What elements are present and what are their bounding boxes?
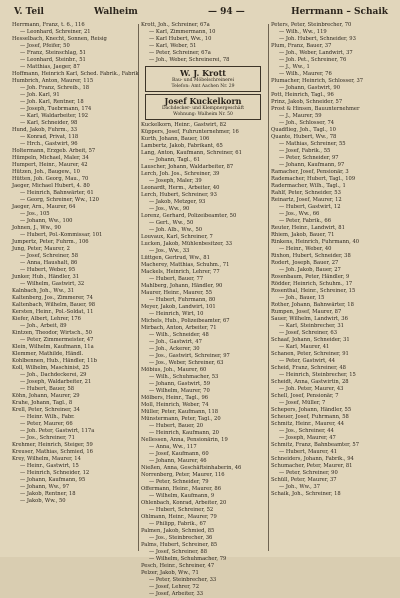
directory-entry: — Joseph, Maler, 39 [149,178,202,184]
directory-entry: — Joh. Hubert, Schneider, 93 [279,36,356,42]
directory-entry: Schüll, Peter, Maurer, 37 [271,477,337,483]
directory-entry: Krehmer, Heinrich, Steiger, 59 [12,442,93,448]
directory-entry: — Heinr. Wilh., Fabr. [20,414,75,420]
directory-entry: Lauscher, Johann, Waldarbeiter, 87 [141,164,234,170]
directory-entry: — Wilh., Schneider, 48 [149,332,209,338]
directory-entry: Norrenberg, Peter, Maurer, 116 [141,472,225,478]
directory-entry: Kalnbach, Joh., Ww., 31 [12,288,75,294]
directory-entry: — Josef, Schreiner, 88 [149,549,208,555]
directory-entry: — Peter, Schreiner, 67a [149,50,211,56]
directory-entry: Reinartz, Josef, Maurer, 12 [271,197,342,203]
directory-entry: — Hubert, Fuhrmann, 80 [149,297,216,303]
directory-entry: — J., Maurer, 59 [279,113,322,119]
directory-entry: Plumacher, Heinrich, Schlosser, 37 [271,78,364,84]
directory-entry: Hesselbach, Knecht, Sonnen, Reisig [12,36,107,42]
directory-entry: Offermann, Heinr., Maurer, 86 [141,486,222,492]
directory-entry: Kreuser, Mathias, Schmied, 16 [12,449,93,455]
directory-entry: Scheuer, Josef, Fuhrmann, 58 [271,414,349,420]
header-place-right: Herrmann – Schaik [291,7,388,17]
advertisement-line: Bau- und Möbelschreinerei [171,78,235,83]
directory-entry: Nießen, Anna, Geschäftsinhaberin, 46 [141,465,242,471]
directory-entry: — Karl Hubert, Ww., 10 [149,36,212,42]
advertisement-line: Telefon: Amt Aachen Nr. 29 [171,84,235,89]
directory-entry: Moll, Heinrich, Weber, 74 [141,402,209,408]
directory-entry: Jaeger, Arn., Maurer, 64 [12,204,76,210]
directory-entry: — Johann, Kaufmann, 97 [279,162,345,168]
directory-entry: — Josef, Arbeiter, 33 [149,591,204,597]
directory-entry: Pelzer, Jakob, Ww., 71 [141,570,199,576]
directory-entry: Radermacher, Wilh., Tagl., 1 [271,183,346,189]
directory-entry: Schaik, Joh., Schreiner, 18 [271,491,341,497]
directory-entry: Maurer, Heinr., Maurer, 55 [141,290,213,296]
page-header [14,5,388,21]
directory-entry: — Wilh., Schuhmacher, 53 [149,374,219,380]
directory-entry: — Joh. Karl, Rentner, 18 [20,99,84,105]
directory-entry: Macherey, Matthias, Schuhm., 71 [141,262,230,268]
directory-entry: Reuter, Heinr., Landwirt, 81 [271,225,345,231]
directory-entry: Lüttgen, Gertrud, Ww., 81 [141,255,210,261]
directory-entry: — Hubert, Weber, 95 [20,267,76,273]
directory-entry: — Wilh., Ww., 119 [279,29,327,35]
directory-entry: Möbius, Joh., Maurer, 60 [141,367,207,373]
directory-entry: — Joh., Bauer, 15 [279,295,325,301]
directory-entry: Pesch, Heinr., Schreiner, 47 [141,563,215,569]
directory-entry: Kintzen, Theodor, Wirtsch., 50 [12,330,92,336]
directory-entry: Holtermann, Erzgeb. Arbeit, 57 [12,148,96,154]
directory-entry: Küppers, Josef, Fuhrunternehmer, 16 [141,129,239,135]
directory-entry: — Peter, Maurer, 66 [20,421,73,427]
directory-entry: Meyer, Jakob, Landwirt, 101 [141,304,216,310]
directory-entry: Rödder, Heinrich, Schuhm., 17 [271,281,353,287]
directory-entry: Louvaux, Karl, Schreiner, 7 [141,234,213,240]
directory-entry: Lambertz, Jakob, Fabrikant, 65 [141,143,223,149]
directory-entry: — Johann, Ww., 100 [20,218,73,224]
directory-entry: — Anna, Ww., 117 [149,444,197,450]
column-middle-top [141,22,265,64]
directory-entry: — Josef, Schreiner, 58 [20,253,79,259]
directory-entry: Rosenthal, Heinr., Schreiner, 15 [271,288,356,294]
directory-entry: — Konrad, Privat, 118 [20,134,79,140]
directory-entry: — Wilhelm, Kaufmann, 9 [149,493,215,499]
directory-entry: — Peter, Schreiner, 90 [279,470,338,476]
directory-entry: Hoffmann, Heinrich Karl, Sched. Fabrik., Fabrik [12,71,139,77]
directory-entry: — Joh. Pet., Schreiner, 76 [279,57,347,63]
directory-entry: — Johann, Maurer, 46 [149,458,207,464]
directory-entry: Scheid, Franz, Schreiner, 48 [271,365,346,371]
directory-entry: Rosenbaum, Peter, Händler, 9 [271,274,350,280]
directory-entry: — Joh. Peter, Maurer, 43 [279,386,344,392]
directory-entry: — Hubert, Schreiner, 52 [149,507,214,513]
directory-entry: — Karl, Maurer, 41 [279,344,330,350]
directory-entry: — Jos., Schreiner, 44 [279,428,334,434]
directory-entry: — Karl, Schneider, 98 [20,120,78,126]
directory-entry: — J., Ww., 1 [279,64,310,70]
directory-entry: Ohlenbach, Konrad, Arbeiter, 20 [141,500,227,506]
advertisement-line: Dachdecker- und Klempnergeschäft [161,106,245,111]
directory-entry: — Josef, Pfeifer, 50 [20,43,70,49]
directory-entry: — Georg, Schreiner, Ww., 120 [20,197,99,203]
directory-entry: Ohlmann, Heinr., Maurer, 79 [141,514,217,520]
directory-entry: Schmitz, Heinr., Maurer, 44 [271,421,345,427]
directory-entry: Kuckelkorn, Heinr., Gastwirt, 82 [141,122,227,128]
directory-entry: — Joh., Arbeit, 89 [20,323,67,329]
directory-entry: — Joseph, Waldarbeiter, 21 [20,379,92,385]
directory-entry: — Peter, Fabrik., 66 [279,218,332,224]
directory-entry: — Joh., Schlosser, 74 [279,120,335,126]
advertisement-box [145,94,261,120]
advertisement-title: Josef Kuckelkorn [164,96,242,106]
directory-entry: — Gert., Ww., 50 [149,220,194,226]
directory-entry: — Heinr., Gastwirt, 15 [20,463,79,469]
directory-entry: — Hubert, Gastwirt, 12 [279,204,341,210]
directory-entry: — Hubert, Bauer, 20 [149,423,204,429]
directory-entry: — Jakob, Ww., 50 [20,498,66,504]
directory-entry: — Karl, Weber, 51 [149,43,197,49]
directory-entry: Schell, Josef, Pensionär, 7 [271,393,339,399]
directory-entry: Schneiders, Johann, Fabrik., 94 [271,456,354,462]
directory-entry: — Joh., Weber, Landwirt, 37 [279,50,353,56]
directory-entry: — Heinrich, Bahnwärter, 61 [20,190,94,196]
directory-entry: — Joh., Dachdeckerei, 29 [20,372,87,378]
directory-entry: Palms, Hubert, Schreiner, 85 [141,542,218,548]
directory-entry: Pott, Heinrich, Tagl., 96 [271,92,334,98]
directory-entry: Rixhon, Hubert, Schneider, 38 [271,253,351,259]
directory-entry: Lerch, Hubert, Schreiner, 93 [141,192,217,198]
directory-entry: — Heinrich, Wirt, 10 [149,311,204,317]
directory-entry: Kiefer, Albert, Lehrer, 176 [12,316,81,322]
directory-entry: — Johann, Kaufmann, 95 [20,477,86,483]
directory-entry: Humbrich, Anton, Maurer, 115 [12,78,94,84]
directory-entry: — Heinrich, Kaufmann, 20 [149,430,219,436]
directory-entry: Schmitz, Franz, Bahnbeamter, 57 [271,442,359,448]
directory-entry: — Wilhelm, Schuhmacher, 79 [149,556,227,562]
directory-entry: Nellessen, Anna, Pensionärin, 19 [141,437,228,443]
directory-entry: Müller, Peter, Kaufmann, 118 [141,409,219,415]
directory-entry: — Joh., Weber, Schreinerei, 78 [149,57,230,63]
directory-entry: — Jakob, Rentner, 18 [20,491,76,497]
directory-entry: — Peter, Gastwirt, 44 [279,358,336,364]
directory-entry: Kersten, Heinr., Pol.-Soldat, 11 [12,309,94,315]
directory-entry: Jung, Peter, Maurer, 2 [12,246,70,252]
directory-entry: Krott, Joh., Schreiner, 67a [141,22,210,28]
directory-entry: Klein, Wilhelm, Kaufmann, 11a [12,344,94,350]
directory-entry: — Karl, Waldarbeiter, 192 [20,113,89,119]
directory-entry: Mackels, Heinrich, Lehrer, 77 [141,269,220,275]
directory-entry: Palmen, Jakob, Schmied, 85 [141,528,215,534]
column-middle [141,22,265,597]
directory-entry: — Heinrich, Steinbrecher, 15 [279,372,356,378]
directory-entry: Rumpen, Josef, Maurer, 87 [271,309,342,315]
directory-entry: Hützen, Joh., Baugew., 10 [12,169,80,175]
directory-entry: Mirbach, Anton, Arbeiter, 71 [141,325,217,331]
directory-entry: Münstermann, Peter, Tagl., 20 [141,416,221,422]
column-divider [268,24,269,551]
directory-entry: — Jos., Schreiner, 71 [20,435,75,441]
directory-entry: — Hrch., Gastwirt, 96 [20,141,78,147]
directory-entry: Schaaf, Johann, Schneider, 31 [271,337,350,343]
directory-entry: Rodert, Joseph, Bauer, 27 [271,260,339,266]
directory-entry: — Hubert, Bauer, 77 [149,276,204,282]
column-right [271,22,395,553]
directory-entry: — Joh. Karl, 91 [20,92,60,98]
directory-entry: Herrmann, Franz, t. 6., 116 [12,22,85,28]
directory-entry: — Jos., Gastwirt, Schreiner, 97 [149,353,230,359]
directory-entry: — Peter, Schneider, 79 [149,479,209,485]
directory-entry: — Joh. Jakob, Bauer, 27 [279,267,341,273]
directory-entry: Leonardt, Herm., Arbeiter, 40 [141,185,220,191]
column-middle-bottom [141,122,265,598]
directory-entry: — Mathias, Schreiner, 55 [279,141,346,147]
directory-entry: Plum, Franz, Bauer, 37 [271,43,332,49]
directory-entry: — Joh. Alb., Ww., 50 [149,227,203,233]
directory-entry: Krey, Wilhelm, Maurer, 14 [12,456,81,462]
directory-entry: Junker, Hub., Händler, 31 [12,274,80,280]
directory-entry: — Leonhard, Steinbr., 51 [20,57,86,63]
directory-entry: Jaeger, Michael Hubert, 4. 80 [12,183,90,189]
directory-entry: Prost & Hinsen, Bauunternehmer [271,106,360,112]
directory-entry: Lorenz, Gerhard, Polizeibeamter, 50 [141,213,237,219]
header-part: V. Teil [14,7,44,17]
directory-entry: Kaltenbach, Wilhelm, Bauer, 98 [12,302,96,308]
directory-entry: Prinz, Jakob, Schneider, 57 [271,99,343,105]
directory-entry: — Jos., 105 [20,211,50,217]
directory-entry: Johnen, J., Ww., 90 [12,225,61,231]
directory-entry: Rahlf, Peter, Schneider, 53 [271,190,341,196]
directory-entry: Schanen, Peter, Schreiner, 91 [271,351,349,357]
directory-entry: — Jos., Steinbrecher, 36 [149,535,213,541]
advertisement-line: Wohnung: Walheim Nr. 50 [173,112,233,117]
directory-entry: — Peter, Zimmermeister, 47 [20,337,94,343]
directory-entry: — Johann, Gastwirt, 59 [149,381,210,387]
directory-entry: — Karl, Steinbrecher, 31 [279,323,344,329]
directory-entry: — Jos., Ww., 33 [149,248,190,254]
directory-entry: — Joh. Peter, Gastwirt, 117a [20,428,95,434]
directory-entry: — Jos., Ww., 90 [149,206,190,212]
directory-entry: — Hubert, Maurer, 41 [279,449,338,455]
directory-entry: — Joh. Franz, Schreib., 18 [20,85,90,91]
directory-entry: Hütten, Joh. Georg, Mau., 70 [12,176,89,182]
directory-entry: Klemmer, Mathilde, Händl. [12,351,84,357]
header-place-left: Walheim [94,7,138,17]
directory-entry: — Heinrich, Schneider, 12 [20,470,90,476]
directory-entry: — Hubert, Pol.-Kommissar, 101 [20,232,103,238]
directory-entry: Mahlberg, Johann, Händler, 90 [141,283,223,289]
directory-entry: — Johann, Gastwirt, 90 [279,85,340,91]
directory-entry: — Johann, Tagl., 61 [149,157,201,163]
directory-entry: — Leonhard, Schreiner, 21 [20,29,91,35]
column-left [12,22,139,553]
directory-entry: — Jos., Ww., 66 [279,211,320,217]
directory-entry: — Wilhelm, Maurer, 70 [149,388,210,394]
directory-entry: — Philipp, Fabrik., 67 [149,521,207,527]
directory-entry: Lucken, Jakob, Mühlenbesitzer, 33 [141,241,233,247]
directory-entry: — Josef, Müller, 7 [279,400,326,406]
directory-entry: Rother, Johann, Bahnwärter, 18 [271,302,354,308]
directory-entry: Krell, Peter, Schreiner, 34 [12,407,80,413]
directory-entry: — Jakob, Metzger, 93 [149,199,206,205]
directory-entry: — Josef, Fabrik., 55 [279,148,331,154]
directory-entry: — Josef, Kaufmann, 60 [149,451,209,457]
directory-entry: Schumacher, Peter, Maurer, 81 [271,463,353,469]
directory-entry: — Josef, Schreiner, 63 [279,330,338,336]
directory-entry: — Joh., Ww., 37 [279,484,321,490]
directory-entry: Kohlbennen, Hub., Händler, 11b [12,358,97,364]
directory-entry: — Wilh., Maurer, 76 [279,71,332,77]
directory-entry: Ramacher, Josef, Pensionär, 3 [271,169,349,175]
directory-entry: Hund, Jakob, Fuhrm., 33 [12,127,78,133]
directory-entry: Kurth, Johann, Bauer, 106 [141,136,210,142]
directory-entry: Jumpertz, Peter, Fuhrm., 106 [12,239,89,245]
directory-entry: Peters, Peter, Steinbrecher, 70 [271,22,352,28]
directory-entry: Humpert, Heinr., Maurer, 42 [12,162,88,168]
directory-entry: — Joh., Ackerer, 30 [149,346,200,352]
directory-entry: — Matthias, Jaeger, 87 [20,64,80,70]
directory-entry: Mölbers, Heinr., Tagl., 96 [141,395,209,401]
directory-entry: Quadflieg, Joh., Tagl., 10 [271,127,336,133]
directory-entry: — Peter, Schneider, 97 [279,155,339,161]
directory-entry: Rademacher, Hubert, Tagl., 109 [271,176,356,182]
directory-entry: Michels, Hub., Polizeibeamter, 67 [141,318,230,324]
column-divider [138,24,139,551]
directory-entry: Köhn, Johann, Maurer, 29 [12,393,80,399]
directory-entry: Lerch, Joh. Jos., Schreiner, 39 [141,171,220,177]
directory-entry: Koll, Wilhelm, Maschinist, 25 [12,365,89,371]
directory-entry: Krahe, Johann, Tagl., 8 [12,400,73,406]
directory-entry: — Karl, Zimmermann, 10 [149,29,216,35]
directory-entry: Scheidt, Anna, Gastwirtin, 28 [271,379,349,385]
advertisement-title: W. J. Krott [180,68,226,78]
directory-entry: — Joh., Gastwirt, 47 [149,339,202,345]
directory-entry: — Jos., Weber, Schreiner, 63 [149,360,224,366]
directory-entry: — Anna, Haushalt, 86 [20,260,78,266]
directory-entry: — Joseph, Tuebrmann, 174 [20,106,92,112]
directory-entry: — Josef, Lehrer, 72 [149,584,200,590]
directory-entry: — Franz, Steinschlag, 51 [20,50,86,56]
directory-entry: Lang, Anton, Kaufmann, Schreiner, 61 [141,150,242,156]
directory-entry: Rinkens, Heinrich, Fuhrmann, 40 [271,239,360,245]
directory-entry: Hümpeln, Michael, Maler, 34 [12,155,89,161]
directory-entry: — Wilhelm, Gastwirt, 32 [20,281,85,287]
directory-entry: — Peter, Steinbrecher, 33 [149,577,217,583]
directory-entry: Sauer, Wilhelm, Landwirt, 36 [271,316,348,322]
directory-entry: Rhiem, Jakob, Bauer, 71 [271,232,335,238]
advertisement-box [145,66,261,92]
directory-entry: — Hubert, Bauer, 58 [20,386,75,392]
directory-entry: Kaltenberg, Jos., Zimmerer, 74 [12,295,93,301]
directory-entry: Quante, Hubert, Ww., 78 [271,134,337,140]
directory-entry: — Johann, Ww., 97 [20,484,70,490]
directory-entry: — Heinr., Weber, 40 [279,246,332,252]
directory-entry: — Joseph, Maurer, 47 [279,435,336,441]
header-page-number: — 94 — [208,7,245,17]
directory-entry: Schepers, Johann, Händler, 55 [271,407,352,413]
